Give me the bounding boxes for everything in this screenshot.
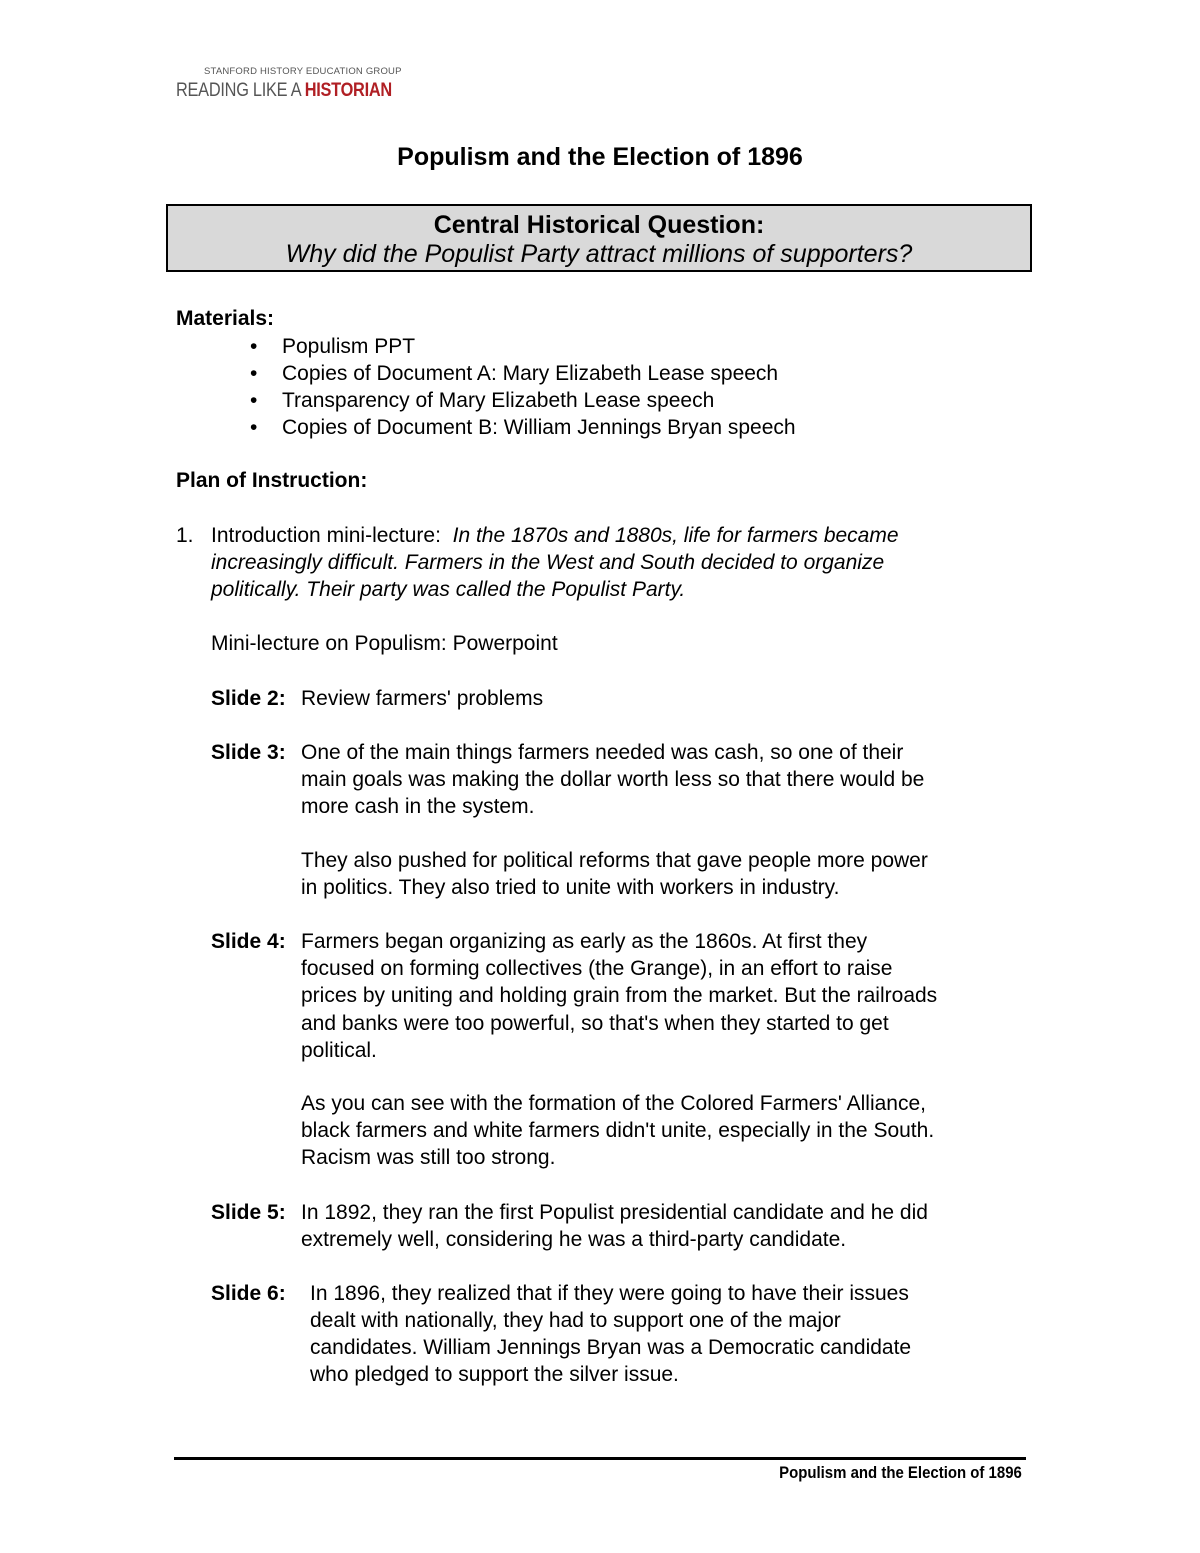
central-question-heading: Central Historical Question: bbox=[433, 211, 765, 239]
list-item bbox=[250, 387, 796, 414]
bullet-icon: • bbox=[250, 416, 258, 439]
step1-intro-line: increasingly difficult. Farmers in the West and South decided to organize bbox=[211, 551, 885, 574]
slide-text-line: who pledged to support the silver issue. bbox=[310, 1363, 679, 1386]
slide-text-line: main goals was making the dollar worth less so that there would be bbox=[301, 768, 925, 791]
slide-text-line: Farmers began organizing as early as the 1860s. At first they bbox=[301, 930, 868, 953]
materials-item-text: Transparency of Mary Elizabeth Lease speech bbox=[282, 389, 715, 412]
slide-text-line: dealt with nationally, they had to support one of the major bbox=[310, 1309, 841, 1332]
step1-intro-line: In the 1870s and 1880s, life for farmers became bbox=[452, 524, 899, 547]
slide-text-line: in politics. They also tried to unite with workers in industry. bbox=[301, 876, 840, 899]
central-question-text: Why did the Populist Party attract millions of supporters? bbox=[285, 240, 913, 268]
logo-org-name: STANFORD HISTORY EDUCATION GROUP bbox=[204, 66, 402, 77]
slide-text-line: Racism was still too strong. bbox=[301, 1146, 556, 1169]
materials-item-text: Copies of Document A: Mary Elizabeth Lease speech bbox=[282, 362, 779, 385]
bullet-icon: • bbox=[250, 362, 258, 385]
materials-item-text: Copies of Document B: William Jennings Bryan speech bbox=[282, 416, 796, 439]
slide-label: Slide 2: bbox=[211, 687, 286, 710]
slide-text-line: As you can see with the formation of the Colored Farmers' Alliance, bbox=[301, 1092, 926, 1115]
list-item bbox=[250, 360, 796, 387]
central-question-box bbox=[166, 204, 1032, 272]
slide-label: Slide 3: bbox=[211, 741, 286, 764]
materials-list bbox=[250, 333, 796, 441]
slide-text-line: and banks were too powerful, so that's when they started to get bbox=[301, 1012, 889, 1035]
materials-item-text: Populism PPT bbox=[282, 335, 416, 358]
slide-text-line: candidates. William Jennings Bryan was a Democratic candidate bbox=[310, 1336, 912, 1359]
step-number: 1. bbox=[176, 524, 194, 547]
step1-first-line bbox=[211, 522, 899, 549]
step1-label: Introduction mini-lecture: bbox=[211, 524, 441, 547]
plan-heading: Plan of Instruction: bbox=[176, 469, 368, 492]
list-item bbox=[250, 414, 796, 441]
slide-text-line: In 1892, they ran the first Populist presidential candidate and he did bbox=[301, 1201, 928, 1224]
slide-text-line: One of the main things farmers needed was cash, so one of their bbox=[301, 741, 904, 764]
slide-label: Slide 6: bbox=[211, 1282, 286, 1305]
slide-text-line: focused on forming collectives (the Grange), in an effort to raise bbox=[301, 957, 893, 980]
slide-text-line: political. bbox=[301, 1039, 377, 1062]
slide-text-line: They also pushed for political reforms that gave people more power bbox=[301, 849, 928, 872]
logo-wordmark-prefix: READING LIKE A bbox=[176, 80, 305, 101]
slide-label: Slide 4: bbox=[211, 930, 286, 953]
logo bbox=[176, 66, 402, 112]
bullet-icon: • bbox=[250, 389, 258, 412]
slide-label: Slide 5: bbox=[211, 1201, 286, 1224]
bullet-icon: • bbox=[250, 335, 258, 358]
slide-text-line: more cash in the system. bbox=[301, 795, 535, 818]
footer-title: Populism and the Election of 1896 bbox=[779, 1463, 1022, 1482]
logo-wordmark bbox=[176, 80, 392, 102]
step1-intro-line: politically. Their party was called the Populist Party. bbox=[211, 578, 686, 601]
logo-wordmark-accent: HISTORIAN bbox=[304, 80, 392, 101]
list-item bbox=[250, 333, 796, 360]
footer-divider bbox=[174, 1457, 1026, 1460]
slide-text-line: black farmers and white farmers didn't unite, especially in the South. bbox=[301, 1119, 935, 1142]
slide-text-line: prices by uniting and holding grain from the market. But the railroads bbox=[301, 984, 938, 1007]
slide-text-line: Review farmers' problems bbox=[301, 687, 544, 710]
mini-lecture-text: Mini-lecture on Populism: Powerpoint bbox=[211, 632, 558, 655]
slide-text-line: In 1896, they realized that if they were going to have their issues bbox=[310, 1282, 909, 1305]
slide-text-line: extremely well, considering he was a third-party candidate. bbox=[301, 1228, 847, 1251]
page-title: Populism and the Election of 1896 bbox=[397, 143, 803, 171]
materials-heading: Materials: bbox=[176, 307, 275, 330]
